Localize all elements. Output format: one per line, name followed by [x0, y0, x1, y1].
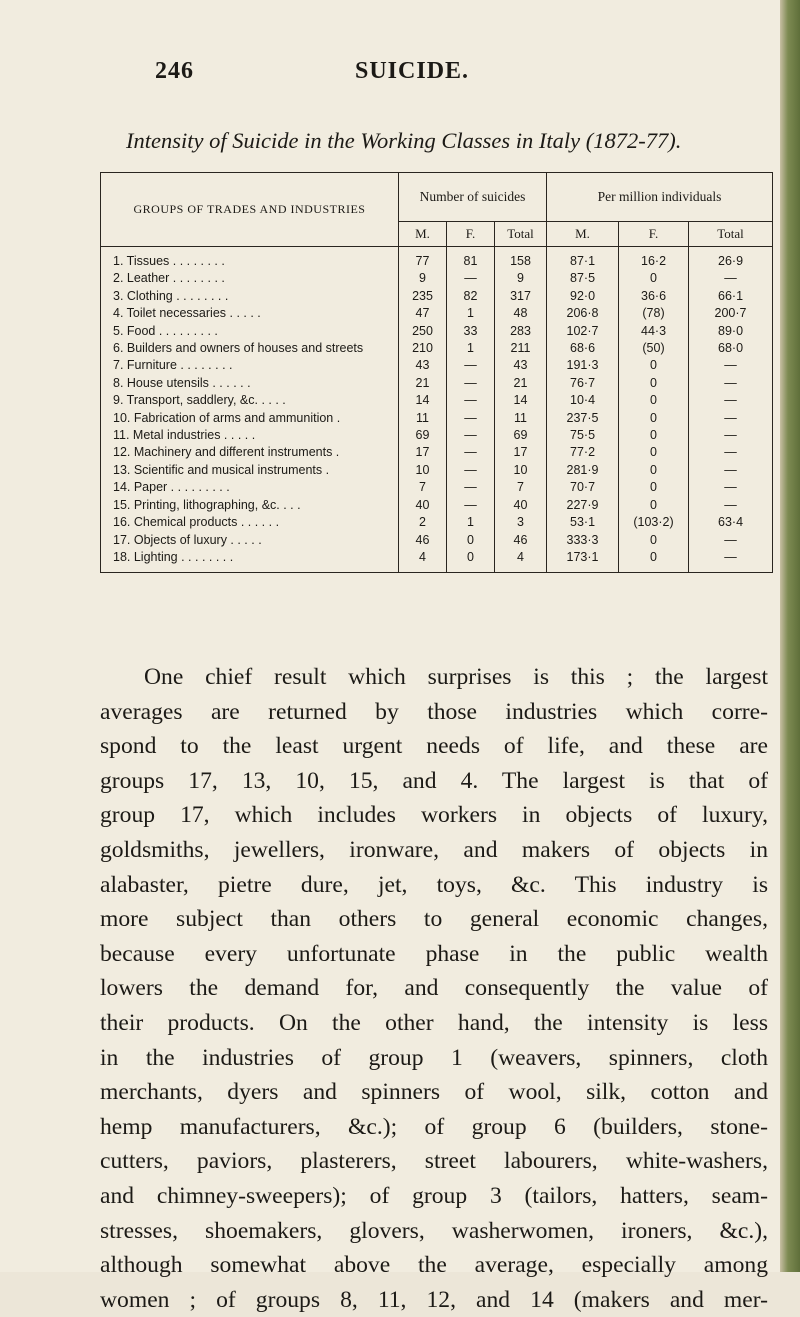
table-cell: —: [689, 392, 773, 409]
table-cell: 10·4: [547, 392, 619, 409]
table-cell: 14: [495, 392, 547, 409]
table-row: [101, 410, 773, 427]
page-number: 246: [155, 58, 194, 84]
table-row: [101, 357, 773, 374]
table-row: [101, 375, 773, 392]
table-cell: —: [447, 375, 495, 392]
table-cell: 0: [619, 270, 689, 287]
table-cell: 40: [399, 497, 447, 514]
table-cell: 68·6: [547, 340, 619, 357]
table-cell: 11: [495, 410, 547, 427]
table-cell: 237·5: [547, 410, 619, 427]
table-row: [101, 288, 773, 305]
table-row: [101, 323, 773, 340]
table-cell: 1: [447, 514, 495, 531]
table-row: [101, 270, 773, 287]
text-line: lowers the demand for, and consequently the value of: [100, 975, 768, 1002]
table-cell: —: [689, 427, 773, 444]
table-cell: 211: [495, 340, 547, 357]
table-cell: 47: [399, 305, 447, 322]
table-row: [101, 392, 773, 409]
table-row: [101, 462, 773, 479]
text-line: women ; of groups 8, 11, 12, and 14 (makers and mer-: [100, 1286, 768, 1313]
table-cell: 17: [399, 444, 447, 461]
table-cell: 333·3: [547, 532, 619, 549]
table-cell: 43: [495, 357, 547, 374]
table-cell: 227·9: [547, 497, 619, 514]
table-cell: 317: [495, 288, 547, 305]
running-head: [0, 58, 780, 88]
table-cell: 0: [619, 462, 689, 479]
table-cell: 17: [495, 444, 547, 461]
table-cell: —: [447, 479, 495, 496]
table-cell: 92·0: [547, 288, 619, 305]
table-cell: —: [689, 270, 773, 287]
table-cell: 21: [399, 375, 447, 392]
table-cell: —: [689, 462, 773, 479]
text-line: and chimney-sweepers); of group 3 (tailors, hatters, seam-: [100, 1182, 768, 1209]
number-of-suicides-header: Number of suicides: [399, 173, 547, 222]
table-row: [101, 514, 773, 531]
table-cell: 14: [399, 392, 447, 409]
table-cell: —: [689, 410, 773, 427]
group-column-header: GROUPS OF TRADES AND INDUSTRIES: [101, 173, 399, 247]
table-cell: —: [447, 270, 495, 287]
trade-group-label: 3. Clothing . . . . . . . .: [101, 288, 399, 305]
table-cell: 11: [399, 410, 447, 427]
table-cell: 1: [447, 340, 495, 357]
table-cell: 87·5: [547, 270, 619, 287]
text-line: in the industries of group 1 (weavers, spinners, cloth: [100, 1044, 768, 1071]
trade-group-label: 14. Paper . . . . . . . . .: [101, 479, 399, 496]
table-cell: 53·1: [547, 514, 619, 531]
sub-header: Total: [689, 222, 773, 247]
text-line: One chief result which surprises is this ; the largest: [144, 664, 768, 690]
table-cell: —: [689, 497, 773, 514]
table-cell: 1: [447, 305, 495, 322]
table-row: [101, 427, 773, 444]
table-body: [101, 247, 773, 573]
table-cell: 0: [447, 549, 495, 573]
table-cell: 10: [399, 462, 447, 479]
table-header: [101, 173, 773, 247]
table-cell: —: [447, 497, 495, 514]
table-cell: 48: [495, 305, 547, 322]
body-paragraph: [100, 660, 768, 1317]
table-cell: (78): [619, 305, 689, 322]
table-cell: 0: [619, 549, 689, 573]
table-row: [101, 532, 773, 549]
trade-group-label: 1. Tissues . . . . . . . .: [101, 247, 399, 271]
table-cell: (103·2): [619, 514, 689, 531]
table-cell: —: [447, 444, 495, 461]
table-cell: —: [689, 532, 773, 549]
table-cell: —: [447, 410, 495, 427]
table-cell: 0: [619, 444, 689, 461]
table-cell: 46: [495, 532, 547, 549]
trade-group-label: 17. Objects of luxury . . . . .: [101, 532, 399, 549]
trade-group-label: 4. Toilet necessaries . . . . .: [101, 305, 399, 322]
text-line: merchants, dyers and spinners of wool, silk, cotton and: [100, 1079, 768, 1106]
table-row: [101, 479, 773, 496]
trade-group-label: 2. Leather . . . . . . . .: [101, 270, 399, 287]
table-cell: 0: [619, 427, 689, 444]
table-cell: 206·8: [547, 305, 619, 322]
text-line: although somewhat above the average, especially among: [100, 1252, 768, 1279]
table-cell: 89·0: [689, 323, 773, 340]
table-cell: 77·2: [547, 444, 619, 461]
table-cell: 69: [399, 427, 447, 444]
trade-group-label: 9. Transport, saddlery, &c. . . . .: [101, 392, 399, 409]
trade-group-label: 16. Chemical products . . . . . .: [101, 514, 399, 531]
table-caption: Intensity of Suicide in the Working Classes in Italy (1872-77).: [126, 128, 682, 153]
table-cell: 0: [619, 479, 689, 496]
table-cell: 77: [399, 247, 447, 271]
table-cell: —: [689, 549, 773, 573]
text-line: their products. On the other hand, the intensity is less: [100, 1009, 768, 1036]
sub-header: Total: [495, 222, 547, 247]
trade-group-label: 15. Printing, lithographing, &c. . . .: [101, 497, 399, 514]
table-cell: 7: [399, 479, 447, 496]
table-cell: 9: [399, 270, 447, 287]
table-cell: 16·2: [619, 247, 689, 271]
table-cell: 0: [619, 410, 689, 427]
table-cell: 43: [399, 357, 447, 374]
table-cell: 102·7: [547, 323, 619, 340]
table-cell: —: [447, 427, 495, 444]
table-cell: 33: [447, 323, 495, 340]
table-cell: —: [689, 444, 773, 461]
text-line: group 17, which includes workers in objects of luxury,: [100, 802, 768, 829]
table-cell: 75·5: [547, 427, 619, 444]
table-cell: 44·3: [619, 323, 689, 340]
table-row: [101, 444, 773, 461]
table-cell: 0: [619, 357, 689, 374]
table-cell: —: [447, 357, 495, 374]
text-line: more subject than others to general economic changes,: [100, 906, 768, 933]
table-cell: —: [447, 462, 495, 479]
table-cell: 9: [495, 270, 547, 287]
table-cell: (50): [619, 340, 689, 357]
sub-header: F.: [447, 222, 495, 247]
trade-group-label: 13. Scientific and musical instruments .: [101, 462, 399, 479]
trade-group-label: 10. Fabrication of arms and ammunition .: [101, 410, 399, 427]
table-cell: 283: [495, 323, 547, 340]
text-line: averages are returned by those industries which corre-: [100, 698, 768, 725]
text-line: alabaster, pietre dure, jet, toys, &c. This industry is: [100, 871, 768, 898]
suicide-intensity-table: [100, 172, 773, 573]
per-million-header: Per million individuals: [547, 173, 773, 222]
trade-group-label: 12. Machinery and different instruments .: [101, 444, 399, 461]
table-cell: 36·6: [619, 288, 689, 305]
text-line: spond to the least urgent needs of life, and these are: [100, 733, 768, 760]
trade-group-label: 18. Lighting . . . . . . . .: [101, 549, 399, 573]
text-line: groups 17, 13, 10, 15, and 4. The largest is that of: [100, 767, 768, 794]
table-cell: 210: [399, 340, 447, 357]
table-cell: 82: [447, 288, 495, 305]
table-cell: 3: [495, 514, 547, 531]
text-line: goldsmiths, jewellers, ironware, and makers of objects in: [100, 836, 768, 863]
table-row: [101, 247, 773, 271]
table-cell: 63·4: [689, 514, 773, 531]
table-cell: 4: [495, 549, 547, 573]
table-cell: 0: [619, 497, 689, 514]
table-cell: 68·0: [689, 340, 773, 357]
table-cell: —: [689, 357, 773, 374]
text-line: because every unfortunate phase in the public wealth: [100, 940, 768, 967]
table-cell: 66·1: [689, 288, 773, 305]
table-cell: 0: [447, 532, 495, 549]
table-cell: 250: [399, 323, 447, 340]
table-cell: —: [447, 392, 495, 409]
trade-group-label: 8. House utensils . . . . . .: [101, 375, 399, 392]
table-cell: 0: [619, 375, 689, 392]
trade-group-label: 5. Food . . . . . . . . .: [101, 323, 399, 340]
table-row: [101, 497, 773, 514]
table-row: [101, 340, 773, 357]
table-cell: 4: [399, 549, 447, 573]
sub-header: M.: [547, 222, 619, 247]
text-line: hemp manufacturers, &c.); of group 6 (builders, stone-: [100, 1113, 768, 1140]
trade-group-label: 6. Builders and owners of houses and streets: [101, 340, 399, 357]
trade-group-label: 7. Furniture . . . . . . . .: [101, 357, 399, 374]
table-cell: —: [689, 479, 773, 496]
table-cell: 87·1: [547, 247, 619, 271]
running-title: SUICIDE.: [355, 58, 470, 84]
table-cell: 70·7: [547, 479, 619, 496]
table-cell: 0: [619, 392, 689, 409]
table-cell: 200·7: [689, 305, 773, 322]
table-cell: 7: [495, 479, 547, 496]
table-cell: 26·9: [689, 247, 773, 271]
table-cell: —: [689, 375, 773, 392]
table-cell: 281·9: [547, 462, 619, 479]
table-cell: 158: [495, 247, 547, 271]
table-cell: 10: [495, 462, 547, 479]
table-cell: 21: [495, 375, 547, 392]
trade-group-label: 11. Metal industries . . . . .: [101, 427, 399, 444]
text-line: stresses, shoemakers, glovers, washerwomen, ironers, &c.),: [100, 1217, 768, 1244]
table-cell: 69: [495, 427, 547, 444]
table-cell: 191·3: [547, 357, 619, 374]
table-row: [101, 549, 773, 573]
table-cell: 0: [619, 532, 689, 549]
table-cell: 46: [399, 532, 447, 549]
table-cell: 2: [399, 514, 447, 531]
table-cell: 40: [495, 497, 547, 514]
sub-header: M.: [399, 222, 447, 247]
table-cell: 81: [447, 247, 495, 271]
sub-header: F.: [619, 222, 689, 247]
table-cell: 76·7: [547, 375, 619, 392]
text-line: cutters, paviors, plasterers, street labourers, white-washers,: [100, 1148, 768, 1175]
book-spine-edge: [780, 0, 800, 1272]
table-cell: 235: [399, 288, 447, 305]
table-row: [101, 305, 773, 322]
table-cell: 173·1: [547, 549, 619, 573]
